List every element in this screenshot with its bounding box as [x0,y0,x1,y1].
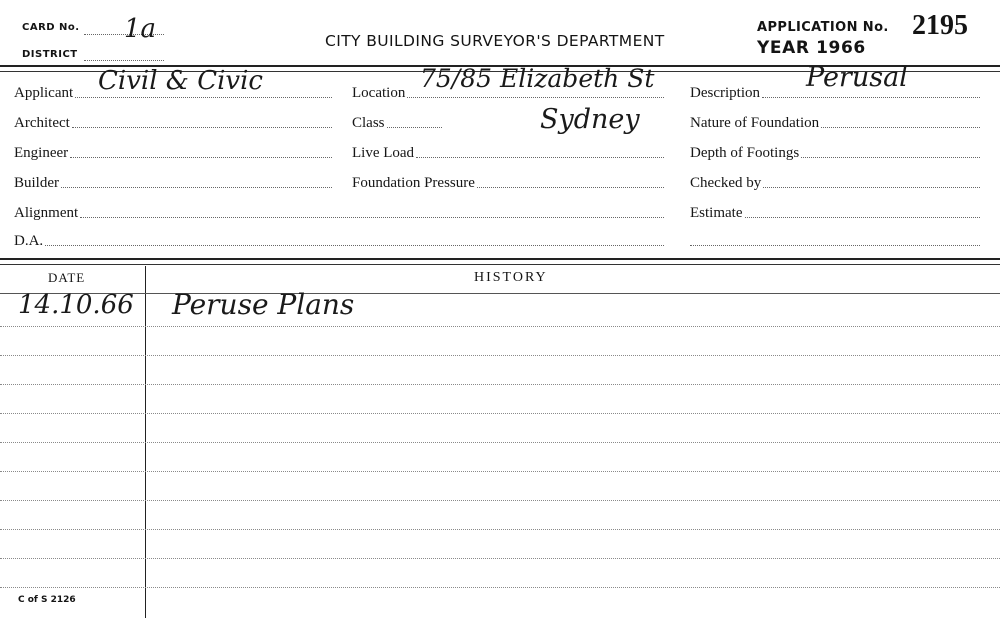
da-field [14,230,664,250]
depth-label: Depth of Footings [690,145,800,161]
history-row-line [0,529,1000,530]
history-row-line [0,442,1000,443]
description-label: Description [690,85,760,101]
history-rule-second [0,264,1000,265]
da-label: D.A. [14,233,44,249]
location-value-line2: Sydney [540,104,640,135]
history-header-rule [0,293,1000,294]
applicant-value: Civil & Civic [98,66,263,96]
checked-field [690,172,980,192]
live-load-field [352,142,664,162]
history-rule-top [0,258,1000,260]
card-no-value: 1a [124,14,157,44]
card-no-label: CARD No. [22,22,80,33]
history-row-line [0,326,1000,327]
application-no-value: 2195 [912,10,968,41]
location-label: Location [352,85,406,101]
architect-label: Architect [14,115,70,131]
class-label: Class [352,115,385,131]
estimate-field [690,202,980,222]
depth-field [690,142,980,162]
class-field [352,112,442,132]
history-entry-text: Peruse Plans [172,288,355,321]
history-row-line [0,500,1000,501]
history-header: HISTORY [474,270,548,285]
applicant-label: Applicant [14,85,74,101]
department-title: CITY BUILDING SURVEYOR'S DEPARTMENT [325,32,665,50]
form-code: C of S 2126 [18,595,76,605]
application-no-label: APPLICATION No. [757,20,889,35]
estimate-label: Estimate [690,205,743,221]
description-value: Perusal [806,62,908,93]
nature-field [690,112,980,132]
estimate-second-line [690,245,980,246]
history-row-line [0,413,1000,414]
history-row-line [0,384,1000,385]
history-row-line [0,587,1000,588]
history-row-line [0,355,1000,356]
nature-label: Nature of Foundation [690,115,820,131]
foundation-pressure-label: Foundation Pressure [352,175,475,191]
alignment-field [14,202,664,222]
checked-label: Checked by [690,175,762,191]
builder-field [14,172,332,192]
history-row-line [0,471,1000,472]
history-row-line [0,558,1000,559]
builder-label: Builder [14,175,59,191]
district-label: DISTRICT [22,49,78,60]
history-entry-date: 14.10.66 [18,290,134,320]
architect-field [14,112,332,132]
engineer-field [14,142,332,162]
date-header: DATE [48,270,86,285]
engineer-label: Engineer [14,145,69,161]
year-label: YEAR 1966 [757,38,866,58]
foundation-pressure-field [352,172,664,192]
location-value-line1: 75/85 Elizabeth St [420,64,655,93]
alignment-label: Alignment [14,205,79,221]
district-line [84,60,164,61]
live-load-label: Live Load [352,145,415,161]
